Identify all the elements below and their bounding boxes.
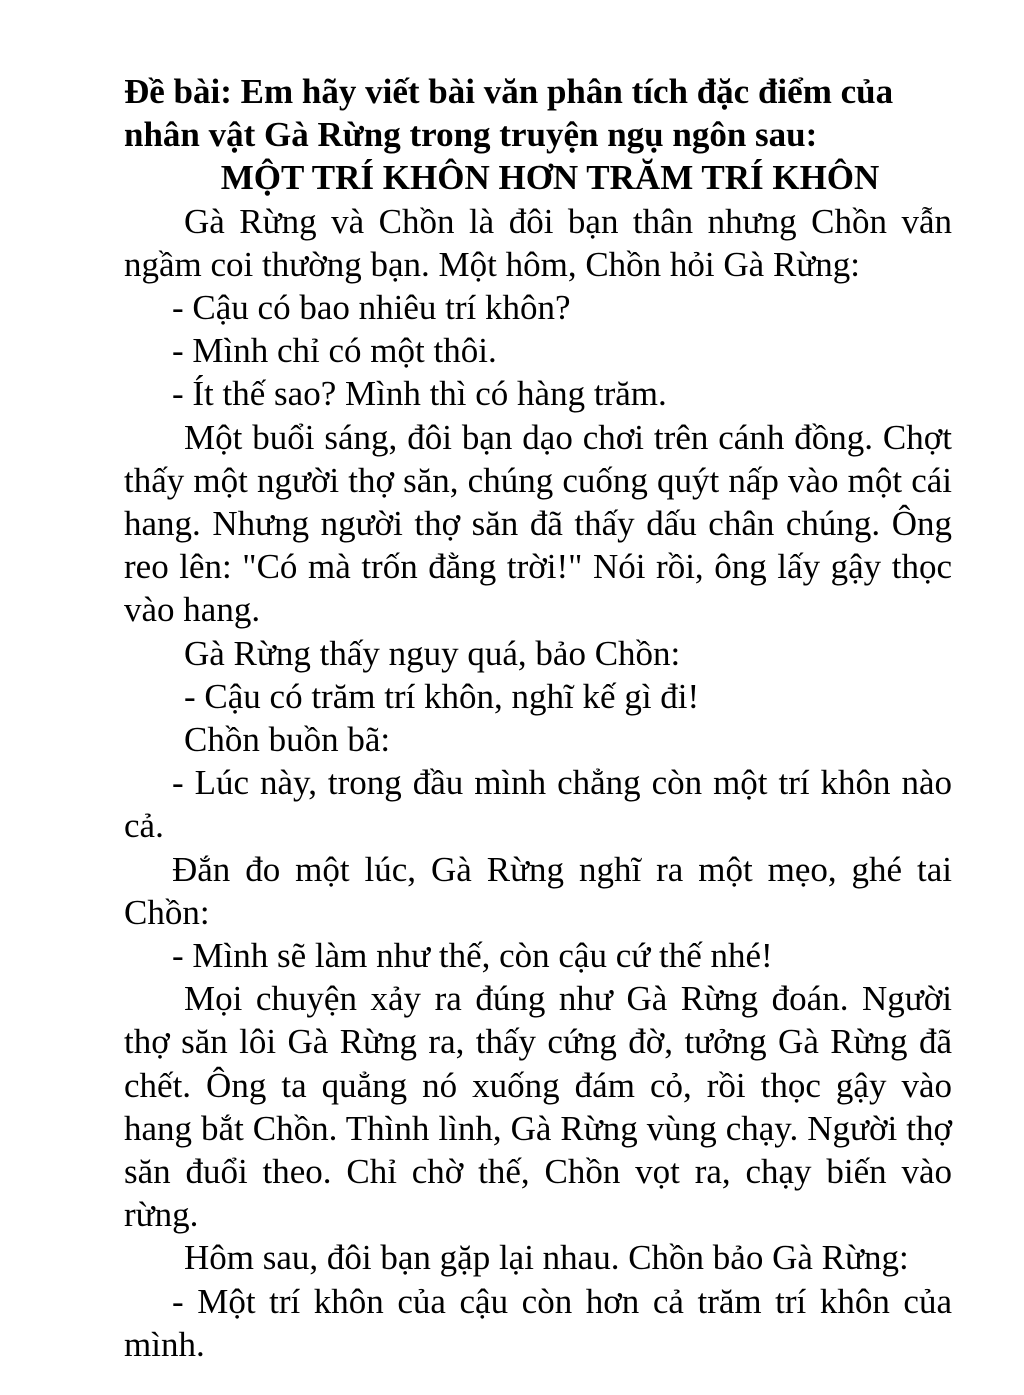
document-page — [124, 70, 952, 1366]
dialogue-line: - Cậu có trăm trí khôn, nghĩ kế gì đi! — [184, 676, 700, 716]
dialogue-line: - Một trí khôn của cậu còn hơn cả trăm trí khôn của mình. — [124, 1281, 952, 1364]
story-paragraph: Mọi chuyện xảy ra đúng như Gà Rừng đoán. Người thợ săn lôi Gà Rừng ra, thấy cứng đờ, tưởng Gà Rừng đã chết. Ông ta quẳng nó xuống đám cỏ, rồi thọc gậy vào hang bắt Chồn. Thình lình, Gà Rừng vùng chạy. Người thợ săn đuổi theo. Chỉ chờ thế, Chồn vọt ra, chạy biến vào rừng. — [124, 979, 952, 1235]
dialogue-line: - Cậu có bao nhiêu trí khôn? — [172, 288, 571, 328]
story-paragraph: Gà Rừng và Chồn là đôi bạn thân nhưng Chồn vẫn ngầm coi thường bạn. Một hôm, Chồn hỏi Gà Rừng: — [124, 201, 952, 284]
dialogue-line: - Ít thế sao? Mình thì có hàng trăm. — [172, 374, 667, 414]
story-paragraph: Đắn đo một lúc, Gà Rừng nghĩ ra một mẹo, ghé tai Chồn: — [124, 849, 952, 932]
story-title: MỘT TRÍ KHÔN HƠN TRĂM TRÍ KHÔN — [220, 158, 880, 198]
dialogue-line: - Lúc này, trong đầu mình chẳng còn một trí khôn nào cả. — [124, 763, 952, 846]
story-paragraph: Một buổi sáng, đôi bạn dạo chơi trên cánh đồng. Chợt thấy một người thợ săn, chúng cuống quýt nấp vào một cái hang. Nhưng người thợ săn đã thấy dấu chân chúng. Ông reo lên: "Có mà trốn đằng trời!" Nói rồi, ông lấy gậy thọc vào hang. — [124, 417, 952, 630]
story-paragraph: Gà Rừng thấy nguy quá, bảo Chồn: — [184, 633, 681, 673]
story-paragraph: Hôm sau, đôi bạn gặp lại nhau. Chồn bảo Gà Rừng: — [184, 1238, 909, 1278]
dialogue-line: - Mình chỉ có một thôi. — [172, 331, 497, 371]
assignment-prompt: Đề bài: Em hãy viết bài văn phân tích đặc điểm của nhân vật Gà Rừng trong truyện ngụ ngôn sau: — [124, 72, 894, 155]
dialogue-line: - Mình sẽ làm như thế, còn cậu cứ thế nhé! — [172, 936, 773, 976]
story-paragraph: Chồn buồn bã: — [184, 720, 391, 760]
